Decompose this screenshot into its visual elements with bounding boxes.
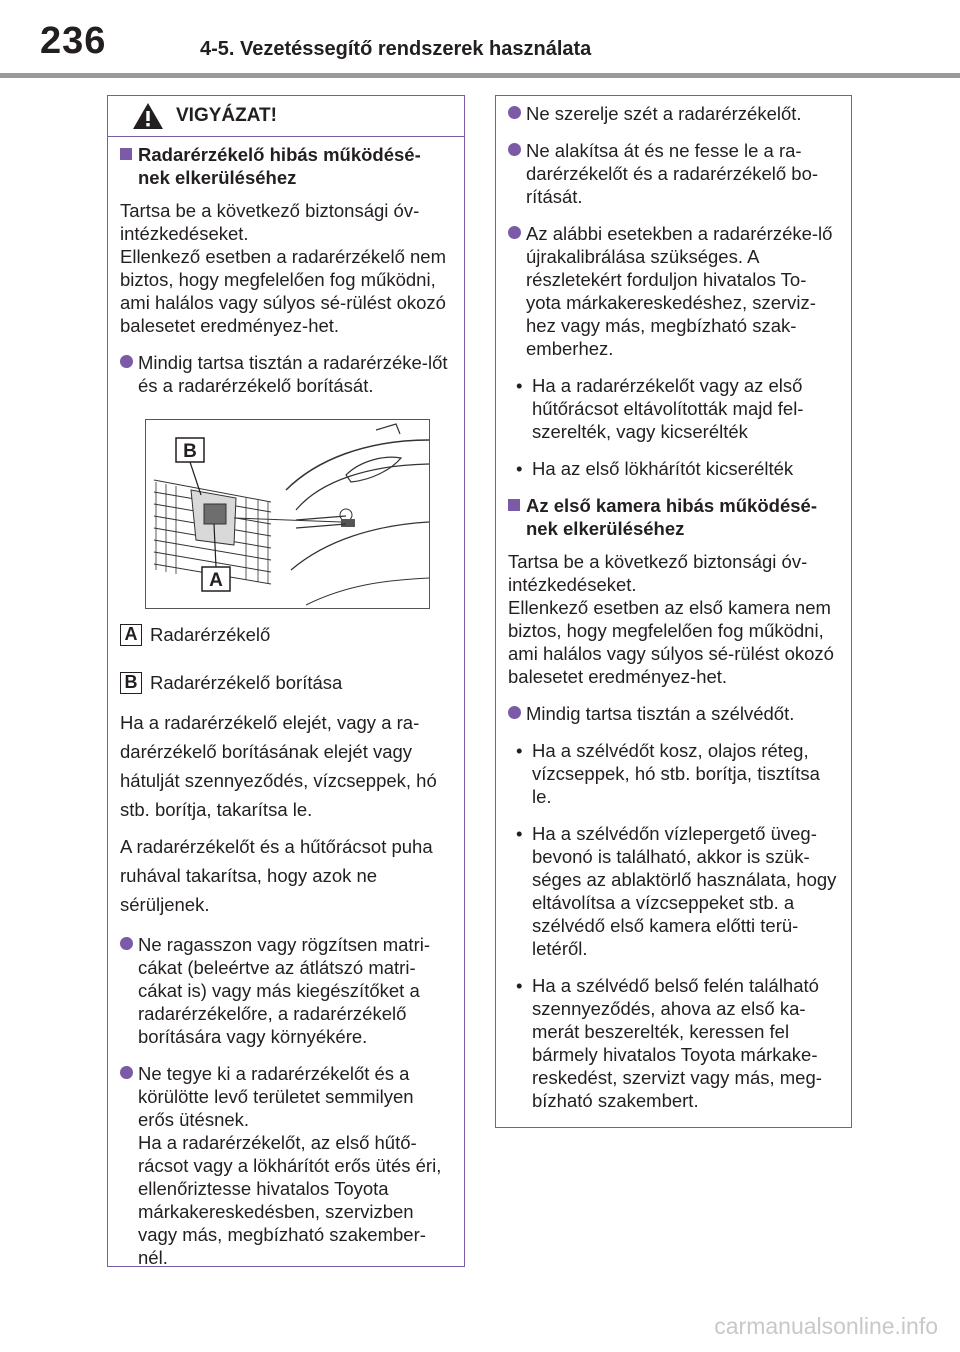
intro-text: Tartsa be a következő biztonsági óv-intézkedéseket. (508, 551, 808, 595)
bullet-item (120, 351, 450, 397)
figure-label-b: B (183, 441, 197, 462)
warning-header (108, 96, 464, 137)
section-title: 4-5. Vezetéssegítő rendszerek használata (200, 38, 592, 60)
warning-box-left (107, 95, 465, 1267)
legend-key: B (120, 672, 142, 694)
car-front-grille-drawing (146, 420, 429, 608)
dash-item (508, 822, 837, 960)
legend-text: Radarérzékelő borítása (150, 672, 343, 693)
page-header (0, 0, 960, 80)
bullet-text: Mindig tartsa tisztán a szélvédőt. (526, 703, 795, 724)
cleaning-paragraph: Ha a radarérzékelő elejét, vagy a ra-darérzékelő borításának elejét vagy hátulját szennyeződés, vízcseppek, hó stb. borítja, takarítsa le. (120, 712, 437, 820)
subheading-text: Az első kamera hibás működésé-nek elkerüléséhez (526, 495, 817, 539)
dash-bullet: • (516, 823, 523, 844)
figure-label-a: A (209, 570, 223, 591)
legend-row-a (120, 623, 450, 646)
round-bullet-icon (120, 355, 133, 368)
dash-item (508, 457, 837, 480)
warning-box-right (495, 95, 852, 1128)
page-number: 236 (40, 20, 107, 62)
dash-bullet: • (516, 458, 523, 479)
watermark: carmanualsonline.info (714, 1313, 938, 1339)
square-bullet-icon (508, 499, 520, 511)
dash-text: Ha a radarérzékelőt vagy az első hűtőrácsot eltávolították majd fel-szerelték, vagy kicserélték (532, 375, 804, 442)
dash-item (508, 739, 837, 808)
round-bullet-icon (508, 106, 521, 119)
round-bullet-icon (508, 706, 521, 719)
bullet-item (508, 222, 837, 360)
bullet-item (120, 1062, 450, 1269)
bullet-text: Ne szerelje szét a radarérzékelőt. (526, 103, 802, 124)
bullet-text-continued: Ha a radarérzékelőt, az első hűtő-rácsot vagy a lökhárítót erős ütés éri, ellenőriztesse hivatalos Toyota márkakereskedésben, szervizben vagy más, megbízható szakember-nél. (138, 1132, 442, 1268)
dash-text: Ha a szélvédőn vízlepergető üveg-bevonó is található, akkor is szük-séges az ablaktörlő használata, hogy eltávolítsa a vízcseppeket stb. a szélvédő első kamera előtti terü-letéről. (532, 823, 837, 959)
warning-title: VIGYÁZAT! (176, 105, 277, 126)
round-bullet-icon (120, 937, 133, 950)
legend-text: Radarérzékelő (150, 624, 271, 645)
round-bullet-icon (508, 143, 521, 156)
bullet-item (508, 102, 837, 125)
warning-triangle-icon (132, 102, 164, 130)
intro-text: Tartsa be a következő biztonsági óv-intézkedéseket. (120, 200, 420, 244)
legend-key: A (120, 624, 142, 646)
dash-item (508, 374, 837, 443)
bullet-text: Mindig tartsa tisztán a radarérzéke-lőt és a radarérzékelő borítását. (138, 352, 448, 396)
cleaning-paragraph-2: A radarérzékelőt és a hűtőrácsot puha ruhával takarítsa, hogy azok ne sérüljenek. (120, 836, 433, 915)
dash-bullet: • (516, 375, 523, 396)
radar-sensor-illustration (145, 419, 430, 609)
bullet-text: Ne tegye ki a radarérzékelőt és a körülötte levő területet semmilyen erős ütésnek. (138, 1063, 414, 1130)
bullet-text: Ne ragasszon vagy rögzítsen matri-cákat (beleértve az átlátszó matri-cákat is) vagy más kiegészítőket a radarérzékelőre, a radarérzékelő borítására vagy környékére. (138, 934, 431, 1047)
bullet-text: Az alábbi esetekben a radarérzéke-lő újrakalibrálása szükséges. A részletekért forduljon hivatalos To-yota márkakereskedéshez, szerviz-hez vagy más, megbízható szak-emberhez. (526, 223, 833, 359)
bullet-text: Ne alakítsa át és ne fesse le a ra-darérzékelőt és a radarérzékelő bo-rítását. (526, 140, 819, 207)
subheading-camera (508, 494, 837, 540)
dash-text: Ha a szélvédőt kosz, olajos réteg, vízcseppek, hó stb. borítja, tisztítsa le. (532, 740, 820, 807)
round-bullet-icon (508, 226, 521, 239)
header-rule (0, 73, 960, 78)
intro-text-2: Ellenkező esetben az első kamera nem biztos, hogy megfelelően fog működni, ami halálos vagy súlyos sé-rülést okozó balesetet eredményez-het. (508, 597, 834, 687)
bullet-item (120, 933, 450, 1048)
intro-text-2: Ellenkező esetben a radarérzékelő nem biztos, hogy megfelelően fog működni, ami halálos vagy súlyos sé-rülést okozó balesetet eredményez-het. (120, 246, 446, 336)
dash-item (508, 974, 837, 1112)
legend-row-b (120, 671, 450, 694)
subheading-text: Radarérzékelő hibás működésé-nek elkerüléséhez (138, 144, 421, 188)
dash-text: Ha az első lökhárítót kicserélték (532, 458, 794, 479)
dash-text: Ha a szélvédő belső felén található szennyeződés, ahova az első ka-merát beszerelték, keressen fel bármely hivatalos Toyota márkake-reskedést, szervizt vagy más, meg-bízható szakembert. (532, 975, 822, 1111)
square-bullet-icon (120, 148, 132, 160)
dash-bullet: • (516, 740, 523, 761)
round-bullet-icon (120, 1066, 133, 1079)
subheading-radar (120, 143, 450, 189)
dash-bullet: • (516, 975, 523, 996)
bullet-item (508, 702, 837, 725)
bullet-item (508, 139, 837, 208)
